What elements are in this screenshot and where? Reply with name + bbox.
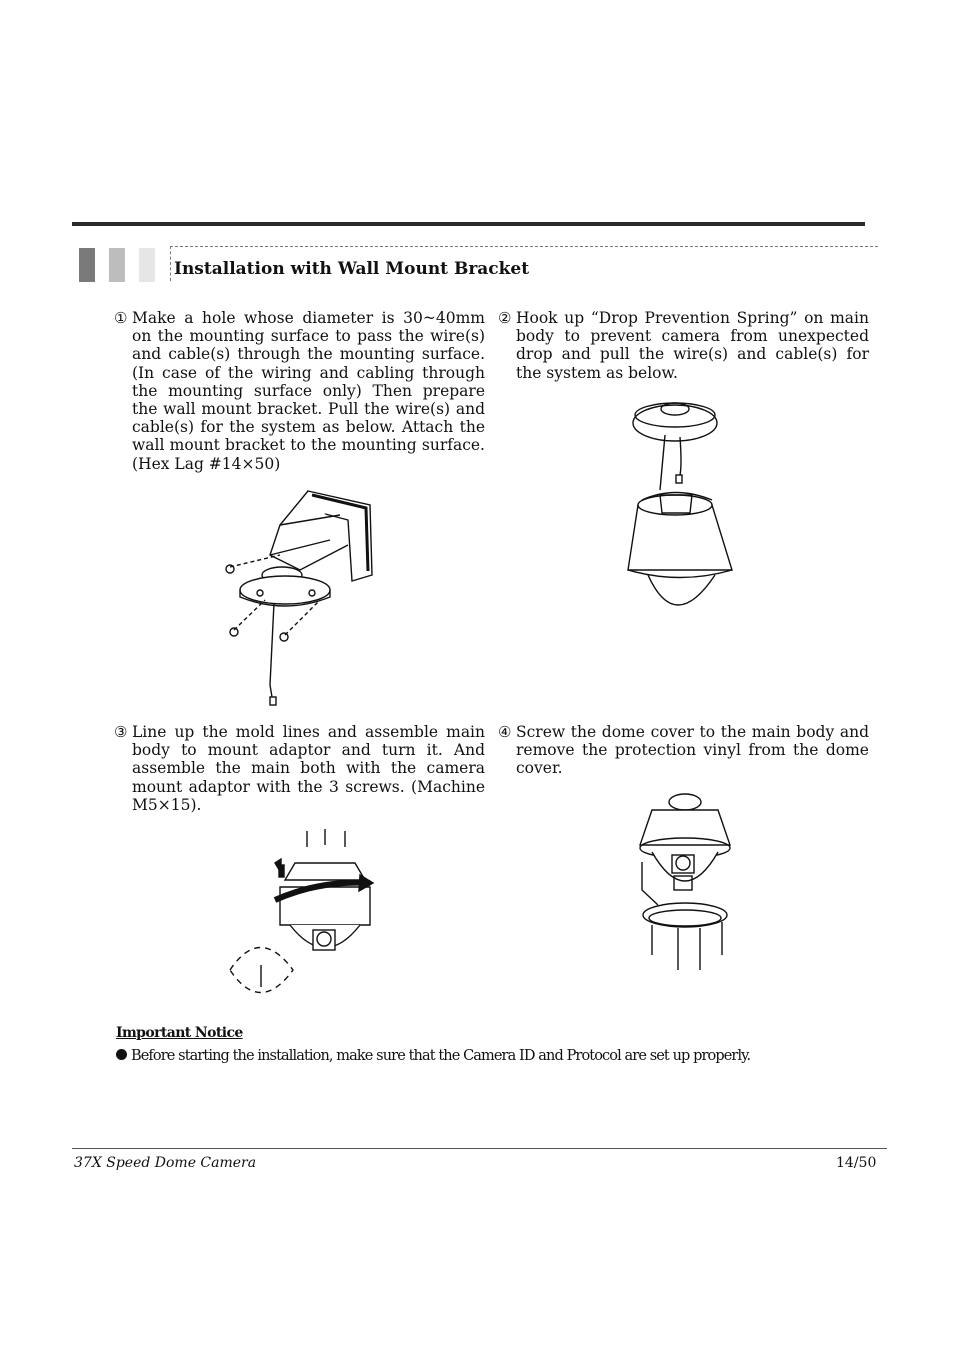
- step-number: ③: [114, 723, 128, 741]
- page-number: 14/50: [836, 1155, 877, 1171]
- marker-bar: [79, 248, 95, 282]
- notice-heading: Important Notice: [116, 1025, 243, 1041]
- step-4: [498, 723, 869, 778]
- step-3: [114, 723, 485, 814]
- header-rule: [72, 222, 865, 226]
- drop-spring-illustration: [620, 395, 745, 620]
- step-text: Screw the dome cover to the main body and remove the protection vinyl from the dome cover.: [516, 723, 869, 778]
- wall-bracket-illustration: [220, 485, 390, 710]
- step-1: [114, 309, 485, 473]
- bullet-icon: [116, 1049, 127, 1060]
- step-text: Make a hole whose diameter is 30~40mm on the mounting surface to pass the wire(s) and cable(s) through the mounting surface. (In case of the wiring and cabling through the mounting surface only) Then prepare the wall mount bracket. Pull the wire(s) and cable(s) for the system as below. Attach the wall mount bracket to the mounting surface. (Hex Lag #14×50): [132, 309, 485, 473]
- step-number: ④: [498, 723, 512, 741]
- marker-bar: [109, 248, 125, 282]
- step-2: [498, 309, 869, 382]
- dome-cover-illustration: [630, 790, 740, 980]
- footer-rule: [72, 1148, 887, 1149]
- section-title: Installation with Wall Mount Bracket: [174, 259, 530, 279]
- step-number: ②: [498, 309, 512, 327]
- notice-item: [116, 1048, 750, 1064]
- footer-title: 37X Speed Dome Camera: [74, 1155, 257, 1171]
- marker-bar: [139, 248, 155, 282]
- step-text: Line up the mold lines and assemble main body to mount adaptor and turn it. And assemble the main both with the camera mount adaptor with the 3 screws. (Machine M5×15).: [132, 723, 485, 814]
- step-number: ①: [114, 309, 128, 327]
- notice-text: Before starting the installation, make sure that the Camera ID and Protocol are set up properly.: [131, 1048, 751, 1064]
- mount-adaptor-illustration: [225, 825, 375, 1010]
- step-text: Hook up “Drop Prevention Spring” on main body to prevent camera from unexpected drop and pull the wire(s) and cable(s) for the system as below.: [516, 309, 869, 382]
